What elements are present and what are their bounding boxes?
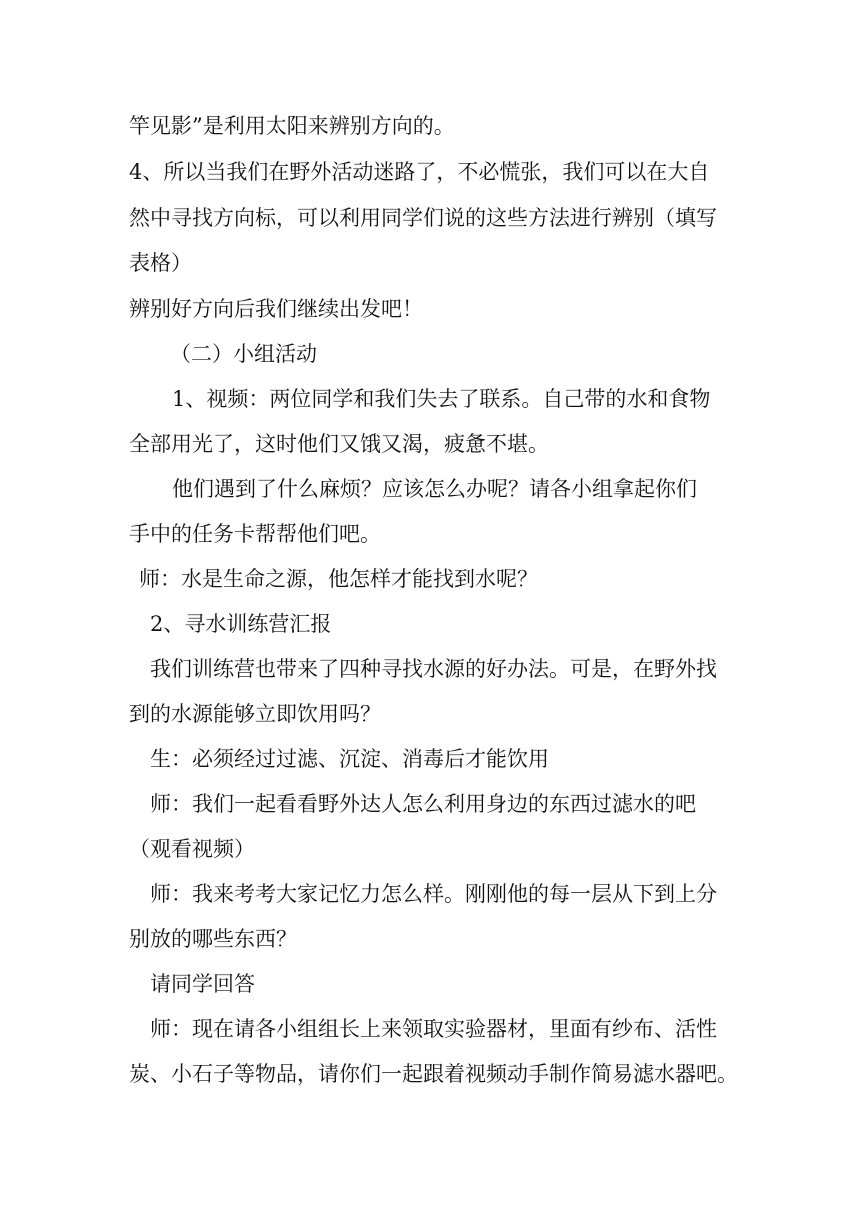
- text-line: 手中的任务卡帮帮他们吧。: [129, 522, 381, 546]
- text-line: 辨别好方向后我们继续出发吧！: [129, 297, 423, 321]
- text-line: 1、视频：两位同学和我们失去了联系。自己带的水和食物: [172, 387, 711, 411]
- section-heading: （二）小组活动: [170, 342, 317, 366]
- text-line: 师：我来考考大家记忆力怎么样。刚刚他的每一层从下到上分: [150, 882, 717, 906]
- text-line: 他们遇到了什么麻烦？应该怎么办呢？请各小组拿起你们: [172, 477, 697, 501]
- text-line: 然中寻找方向标，可以利用同学们说的这些方法进行辨别（填写: [129, 206, 717, 230]
- text-line: 炭、小石子等物品，请你们一起跟着视频动手制作简易滤水器吧。: [129, 1062, 738, 1086]
- text-line: 生：必须经过过滤、沉淀、消毒后才能饮用: [150, 747, 549, 771]
- text-line: 我们训练营也带来了四种寻找水源的好办法。可是，在野外找: [150, 657, 717, 681]
- text-line: 全部用光了，这时他们又饿又渴，疲惫不堪。: [129, 432, 549, 456]
- text-line: 请同学回答: [150, 972, 255, 996]
- text-line: （观看视频）: [129, 837, 255, 861]
- text-line: 4、所以当我们在野外活动迷路了，不必慌张，我们可以在大自: [129, 160, 710, 184]
- text-line: 师：水是生命之源，他怎样才能找到水呢？: [139, 567, 538, 591]
- text-line: 到的水源能够立即饮用吗？: [129, 702, 381, 726]
- text-line: 表格）: [129, 251, 192, 275]
- text-line: 2、寻水训练营汇报: [150, 612, 332, 636]
- text-line: 别放的哪些东西？: [129, 927, 297, 951]
- text-line: 师：我们一起看看野外达人怎么利用身边的东西过滤水的吧: [150, 792, 696, 816]
- text-line: 竿见影”是利用太阳来辨别方向的。: [129, 114, 455, 138]
- text-line: 师：现在请各小组组长上来领取实验器材，里面有纱布、活性: [150, 1017, 717, 1041]
